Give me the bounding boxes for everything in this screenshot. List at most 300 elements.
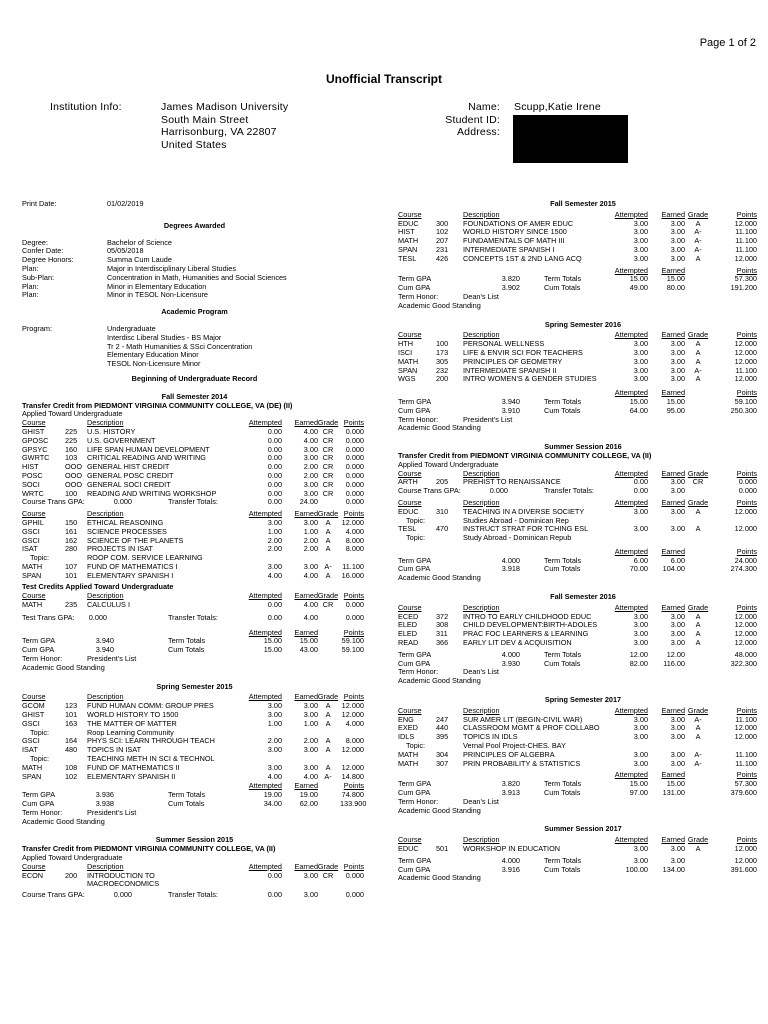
attempted-total: 6.00: [633, 555, 648, 565]
earned-total: 131.00: [662, 788, 685, 798]
points: 12.000: [734, 629, 757, 639]
points-header: Points: [736, 546, 757, 556]
col-course: Course: [398, 602, 422, 612]
earned: 3.00: [670, 714, 685, 724]
course-row: [22, 880, 367, 889]
attempted: 3.00: [633, 723, 648, 733]
totals-label: Term Totals: [544, 555, 582, 565]
col-header-cell: Grade: [317, 861, 339, 871]
attempted-total: 15.00: [263, 636, 282, 646]
totals-label: Term Totals: [168, 636, 206, 646]
earned: 3.00: [303, 453, 318, 463]
institution-line: James Madison University: [161, 101, 289, 113]
earned: 4.00: [303, 570, 318, 580]
earned: 3.00: [303, 762, 318, 772]
attempted: 3.00: [267, 710, 282, 720]
applied-line: Applied Toward Undergraduate: [22, 409, 123, 419]
col-header-cell: Earned: [661, 330, 685, 340]
trans-gpa-label: Test Trans GPA:: [22, 612, 75, 622]
course-row: [22, 872, 367, 881]
gpa-row: [398, 565, 768, 574]
academic-heading: Academic Program: [161, 307, 228, 317]
col-header-cell: Earned: [294, 509, 318, 519]
gpa-label: Cum GPA: [398, 658, 431, 668]
attempted: 3.00: [267, 561, 282, 571]
earned-total: 15.00: [666, 274, 685, 284]
earned-header: Earned: [294, 781, 318, 791]
course-row: [398, 358, 768, 367]
points-total: 322.300: [730, 658, 757, 668]
points: 12.000: [734, 339, 757, 349]
label-value-row: [22, 291, 367, 300]
attempted: 2.00: [267, 535, 282, 545]
transfer-heading: Transfer Credit from PIEDMONT VIRGINIA COMMUNITY COLLEGE, VA (II): [398, 450, 652, 460]
course-title: CLASSROOM MGMT & PROF COLLABO: [463, 723, 600, 733]
attempted-total: 64.00: [629, 405, 648, 415]
honor-label: Term Honor:: [398, 291, 439, 301]
course-row: [398, 760, 768, 769]
col-header-cell: Points: [736, 468, 757, 478]
field-value: Elementary Education Minor: [107, 350, 199, 360]
attempted: 0.00: [267, 479, 282, 489]
honor-value: President's List: [463, 414, 513, 424]
course-row: [398, 724, 768, 733]
attempted-total: 82.00: [629, 658, 648, 668]
course-title: PERSONAL WELLNESS: [463, 339, 545, 349]
col-header-cell: Earned: [661, 602, 685, 612]
earned: 2.00: [303, 470, 318, 480]
points: 12.000: [341, 745, 364, 755]
earned: 3.00: [303, 444, 318, 454]
grade: A-: [324, 771, 332, 781]
attempted-total: 15.00: [629, 274, 648, 284]
gpa-label: Cum GPA: [398, 405, 431, 415]
gpa-value: 3.910: [501, 405, 520, 415]
term-honor: [398, 293, 768, 302]
attempted: 3.00: [633, 638, 648, 648]
term-heading: Spring Semester 2017: [544, 695, 622, 705]
course-subject: MATH: [398, 749, 419, 759]
standing: Academic Good Standing: [398, 805, 481, 815]
gpa-row: [398, 780, 768, 789]
term-heading: Fall Semester 2016: [550, 592, 616, 602]
attempted: 3.00: [633, 218, 648, 228]
grade: A: [695, 620, 701, 630]
col-header-cell: Description: [463, 497, 500, 507]
earned: 3.00: [303, 701, 318, 711]
field-value: Major in Interdisciplinary Liberal Studies: [107, 263, 236, 273]
course-number: 235: [65, 600, 78, 610]
earned-total: 15.00: [299, 636, 318, 646]
course-title: GENERAL HIST CREDIT: [87, 462, 170, 472]
col-course: Course: [398, 705, 422, 715]
course-number: 161: [65, 526, 78, 536]
points: 12.000: [341, 701, 364, 711]
course-title: PREHIST TO RENAISSANCE: [463, 477, 561, 487]
col-header-cell: Description: [463, 330, 500, 340]
gpa-row: [22, 800, 367, 809]
trans-gpa-value: 0.000: [113, 497, 132, 507]
course-number: 200: [436, 374, 449, 384]
course-subject: HTH: [398, 339, 413, 349]
earned: 4.00: [303, 426, 318, 436]
points: 0.000: [738, 477, 757, 487]
col-header-cell: Description: [87, 418, 124, 428]
totals-label: Term Totals: [544, 855, 582, 865]
points: 12.000: [734, 723, 757, 733]
earned: 1.00: [303, 526, 318, 536]
attempted: 3.00: [267, 762, 282, 772]
points-total: 250.300: [730, 405, 757, 415]
points: 12.000: [734, 638, 757, 648]
course-row: [22, 601, 367, 610]
grade: A: [325, 745, 331, 755]
attempted-total: 34.00: [263, 799, 282, 809]
col-course: Course: [398, 330, 422, 340]
course-subject: ISCI: [398, 347, 413, 357]
honor-label: Term Honor:: [22, 654, 63, 664]
totals-label: Cum Totals: [168, 645, 205, 655]
course-subject: ECED: [398, 611, 419, 621]
redaction-block: [513, 115, 628, 163]
course-subject: TESL: [398, 253, 417, 263]
course-title: FOUNDATIONS OF AMER EDUC: [463, 218, 574, 228]
gpa-value: 3.820: [501, 779, 520, 789]
term-heading: Fall Semester 2015: [550, 199, 616, 208]
points: 12.000: [734, 253, 757, 263]
grade: A: [695, 347, 701, 357]
attempted: 2.00: [267, 544, 282, 554]
course-number: OOO: [65, 479, 83, 489]
grade: A: [325, 710, 331, 720]
course-subject: READ: [398, 638, 419, 648]
course-number: 232: [436, 365, 449, 375]
earned: 3.00: [303, 479, 318, 489]
attempted-total: 97.00: [629, 788, 648, 798]
attempted: 4.00: [267, 570, 282, 580]
points: 12.000: [341, 517, 364, 527]
student-id-label: Student ID:: [445, 113, 500, 126]
course-subject: ISAT: [22, 544, 38, 554]
course-number: 308: [436, 620, 449, 630]
course-number: 100: [65, 488, 78, 498]
attempted: 0.00: [267, 462, 282, 472]
earned: 3.00: [670, 844, 685, 853]
col-header-cell: Points: [736, 602, 757, 612]
right-column: [398, 200, 768, 883]
points: 0.000: [345, 426, 364, 436]
gpa-row: [398, 660, 768, 669]
course-number: 150: [65, 517, 78, 527]
column-header: [398, 331, 768, 340]
earned-header: Earned: [294, 627, 318, 637]
col-course: Course: [398, 468, 422, 478]
totals-label: Cum Totals: [544, 564, 581, 574]
points: 11.100: [342, 561, 364, 571]
column-header: [398, 707, 768, 716]
course-number: 480: [65, 745, 78, 755]
gpa-label: Term GPA: [398, 274, 432, 284]
gpa-value: 3.940: [95, 645, 114, 655]
course-subject: GPOSC: [22, 435, 49, 445]
degrees-heading: Degrees Awarded: [163, 220, 226, 230]
grade: A: [325, 526, 331, 536]
points: 0.000: [345, 462, 364, 472]
course-title: LIFE SPAN HUMAN DEVELOPMENT: [87, 444, 210, 454]
print-label: Print Date:: [22, 199, 57, 208]
field-value: Interdisc Liberal Studies - BS Major: [107, 332, 222, 342]
course-row: [398, 733, 768, 742]
totals-header: [398, 389, 768, 398]
course-title: U.S. GOVERNMENT: [87, 435, 156, 445]
points: 12.000: [341, 710, 364, 720]
course-number: 304: [436, 749, 449, 759]
earned: 3.00: [303, 745, 318, 755]
gpa-value: 4.000: [501, 855, 520, 865]
points: 11.100: [735, 227, 757, 237]
course-number: 366: [436, 638, 449, 648]
col-header-cell: Attempted: [614, 705, 648, 715]
gpa-label: Term GPA: [398, 555, 432, 565]
term-heading: Summer Session 2016: [544, 442, 622, 452]
attempted: 3.00: [633, 339, 648, 349]
col-header-cell: Grade: [687, 705, 709, 715]
grade: A: [695, 374, 701, 384]
transfer-heading: Transfer Credit from PIEDMONT VIRGINIA COMMUNITY COLLEGE, VA (DE) (II): [22, 400, 293, 410]
attempted-header: Attempted: [614, 770, 648, 780]
course-subject: EDUC: [398, 844, 419, 853]
grade: A-: [694, 236, 702, 246]
totals-label: Cum Totals: [544, 283, 581, 293]
gpa-value: 4.000: [501, 555, 520, 565]
standing: Academic Good Standing: [398, 676, 481, 686]
standing: Academic Good Standing: [22, 816, 105, 826]
col-header-cell: Description: [463, 705, 500, 715]
points-total: 0.000: [345, 890, 364, 900]
term-heading: Spring Semester 2016: [544, 319, 622, 329]
col-header-cell: Earned: [661, 468, 685, 478]
col-header-cell: Attempted: [248, 418, 282, 428]
trans-gpa-label: Course Trans GPA:: [22, 890, 85, 900]
attempted: 3.00: [267, 701, 282, 711]
test-heading: Test Credits Applied Toward Undergraduate: [22, 582, 174, 592]
col-course: Course: [22, 418, 46, 428]
course-title: Studies Abroad - Dominican Rep: [463, 515, 569, 525]
grade: A-: [694, 365, 702, 375]
earned-total: 19.00: [299, 790, 318, 800]
col-header-cell: Points: [736, 330, 757, 340]
column-header: [398, 836, 768, 845]
points: 12.000: [734, 506, 757, 516]
field-label: Program:: [22, 323, 53, 333]
grade: CR: [322, 600, 334, 610]
points-total: 12.000: [734, 855, 757, 865]
field-label: Plan:: [22, 290, 39, 300]
points: 0.000: [345, 488, 364, 498]
gpa-label: Cum GPA: [398, 283, 431, 293]
points: 8.000: [345, 736, 364, 746]
points: 12.000: [734, 611, 757, 621]
course-title: SCIENCE PROCESSES: [87, 526, 167, 536]
earned-total: 95.00: [666, 405, 685, 415]
col-header-cell: Grade: [687, 835, 709, 845]
earned: 4.00: [303, 435, 318, 445]
attempted: 3.00: [633, 620, 648, 630]
course-title: Study Abroad - Dominican Repub: [463, 533, 572, 543]
grade: A: [695, 506, 701, 516]
trans-gpa-label: Course Trans GPA:: [398, 486, 461, 496]
course-row: [22, 572, 367, 581]
col-header-cell: Description: [87, 591, 124, 601]
course-number: 173: [436, 347, 449, 357]
points-total: 74.800: [341, 790, 364, 800]
standing: Academic Good Standing: [398, 873, 481, 883]
totals-header: [398, 771, 768, 780]
points-total: 24.000: [734, 555, 757, 565]
attempted: 3.00: [633, 374, 648, 384]
col-header-cell: Description: [87, 861, 124, 871]
transfer-totals-label: Transfer Totals:: [168, 497, 218, 507]
course-number: 501: [436, 844, 449, 853]
course-title: TOPICS IN ISAT: [87, 745, 142, 755]
course-title: CHILD DEVELOPMENT:BIRTH-ADOLES: [463, 620, 598, 630]
course-number: 231: [436, 244, 449, 254]
page-number: Page 1 of 2: [699, 37, 756, 49]
honor-label: Term Honor:: [22, 807, 63, 817]
course-title: INTRODUCTION TO: [87, 870, 155, 880]
col-header-cell: Grade: [687, 602, 709, 612]
page-title: Unofficial Transcript: [325, 72, 443, 86]
gpa-value: 3.916: [501, 864, 520, 874]
course-subject: GWRTC: [22, 453, 50, 463]
totals-label: Term Totals: [168, 790, 206, 800]
course-subject: SOCI: [22, 479, 40, 489]
earned: 3.00: [670, 758, 685, 768]
attempted: 1.00: [267, 718, 282, 728]
col-header-cell: Earned: [294, 861, 318, 871]
field-value: Minor in TESOL Non-Licensure: [107, 290, 208, 300]
earned: 3.00: [670, 347, 685, 357]
field-value: Tr 2 - Math Humanities & SSci Concentration: [107, 341, 253, 351]
gpa-value: 3.820: [501, 274, 520, 284]
course-title: WORKSHOP IN EDUCATION: [463, 844, 561, 853]
grade: A: [325, 762, 331, 772]
grade: CR: [322, 444, 334, 454]
course-number: 107: [65, 561, 78, 571]
course-number: 162: [65, 535, 78, 545]
beginning-heading: Beginning of Undergraduate Record: [131, 373, 258, 383]
attempted-total: 12.00: [629, 649, 648, 659]
gpa-value: 3.938: [95, 799, 114, 809]
grade: A-: [694, 244, 702, 254]
col-header-cell: Grade: [687, 330, 709, 340]
gpa-value: 4.000: [501, 649, 520, 659]
field-label: Degree Honors:: [22, 255, 74, 265]
course-subject: ELED: [398, 620, 418, 630]
gpa-value: 3.940: [501, 396, 520, 406]
course-row: [398, 630, 768, 639]
points: 14.800: [341, 771, 364, 781]
course-subject: WGS: [398, 374, 416, 384]
points: 4.000: [345, 718, 364, 728]
col-course: Course: [22, 591, 46, 601]
col-header-cell: Points: [343, 509, 364, 519]
honor-label: Term Honor:: [398, 414, 439, 424]
points: 0.000: [345, 470, 364, 480]
earned-header: Earned: [661, 546, 685, 556]
totals-label: Term Totals: [544, 274, 582, 284]
earned: 3.00: [670, 236, 685, 246]
grade: A: [325, 517, 331, 527]
honor-label: Term Honor:: [398, 796, 439, 806]
points-total: 59.100: [341, 636, 364, 646]
attempted: 0.00: [267, 470, 282, 480]
earned: 3.00: [670, 524, 685, 534]
attempted-total: 0.00: [267, 497, 282, 507]
course-subject: Topic:: [30, 727, 50, 737]
grade: CR: [322, 470, 334, 480]
attempted-total: 0.00: [267, 890, 282, 900]
col-header-cell: Points: [343, 591, 364, 601]
course-number: OOO: [65, 462, 83, 472]
term-honor: [398, 668, 768, 677]
course-number: 395: [436, 732, 449, 742]
attempted: 0.00: [267, 488, 282, 498]
course-subject: Topic:: [406, 533, 426, 543]
course-subject: SPAN: [22, 570, 42, 580]
course-title: INTRO TO EARLY CHILDHOOD EDUC: [463, 611, 592, 621]
attempted-header: Attempted: [614, 265, 648, 275]
course-subject: Topic:: [406, 741, 426, 751]
field-label: Degree:: [22, 237, 48, 247]
grade: A: [695, 629, 701, 639]
earned-total: 104.00: [662, 564, 685, 574]
grade: A: [325, 570, 331, 580]
course-row: [22, 720, 367, 729]
attempted: 3.00: [633, 749, 648, 759]
earned-total: 3.00: [670, 855, 685, 865]
attempted: 0.00: [267, 870, 282, 880]
trans-gpa-value: 0.000: [88, 612, 107, 622]
gpa-value: 3.936: [95, 790, 114, 800]
points: 12.000: [734, 356, 757, 366]
transfer-totals-label: Transfer Totals:: [168, 612, 218, 622]
course-subject: GHIST: [22, 710, 45, 720]
totals-label: Cum Totals: [544, 658, 581, 668]
attempted: 3.00: [633, 244, 648, 254]
course-subject: GPHIL: [22, 517, 44, 527]
column-header: [398, 211, 768, 220]
points-total: 0.000: [345, 612, 364, 622]
attempted-total: 3.00: [633, 855, 648, 865]
attempted: 2.00: [267, 736, 282, 746]
print-date: [22, 200, 367, 209]
grade: A: [695, 253, 701, 263]
points-total: 133.900: [340, 799, 367, 809]
gpa-label: Term GPA: [22, 790, 56, 800]
col-header-cell: Attempted: [248, 591, 282, 601]
attempted-total: 0.00: [267, 612, 282, 622]
gpa-row: [398, 557, 768, 566]
course-row: [398, 845, 768, 854]
points: 12.000: [734, 218, 757, 228]
course-number: 207: [436, 236, 449, 246]
earned-total: 24.00: [299, 497, 318, 507]
col-header-cell: Description: [463, 835, 500, 845]
course-number: 103: [65, 453, 78, 463]
col-header-cell: Earned: [294, 591, 318, 601]
term-heading: Spring Semester 2015: [156, 681, 233, 691]
